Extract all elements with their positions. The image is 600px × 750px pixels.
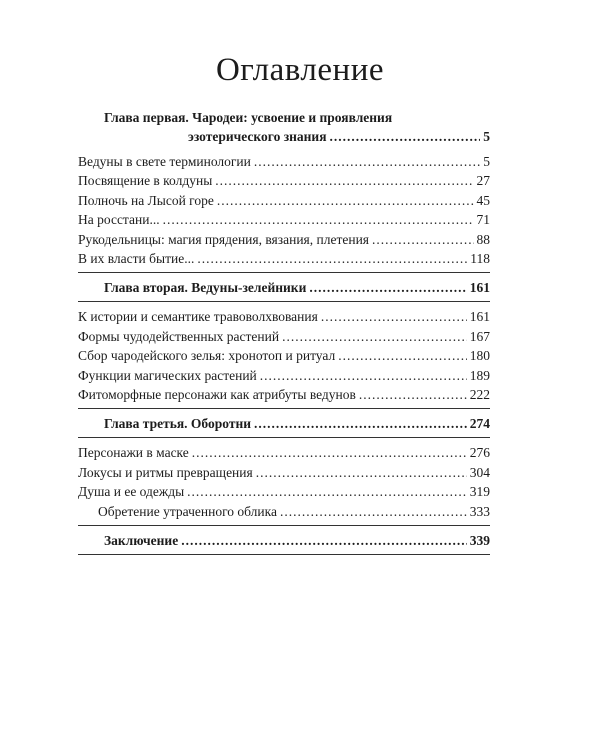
entry-title: Душа и ее одежды: [78, 484, 185, 500]
toc-entry[interactable]: [78, 366, 490, 385]
entry-page-number: 319: [469, 484, 490, 500]
chapter-title: Заключение: [104, 533, 179, 549]
chapter-heading[interactable]: [104, 414, 490, 433]
leader-dots: [282, 327, 467, 346]
entry-title: Сбор чародейского зелья: хронотоп и ритуал: [78, 348, 336, 364]
entry-page-number: 5: [483, 154, 490, 169]
toc-entry[interactable]: [78, 230, 490, 249]
leader-dots: [330, 127, 481, 146]
entry-title: Посвящение в колдуны: [78, 173, 213, 189]
toc-entry[interactable]: [78, 463, 490, 482]
chapter-page-number: 161: [469, 280, 490, 296]
leader-dots: [321, 307, 467, 326]
entry-title: Формы чудодейственных растений: [78, 328, 280, 344]
toc-entry[interactable]: [78, 443, 490, 462]
toc-entry[interactable]: [78, 171, 490, 190]
toc-entry[interactable]: [78, 502, 490, 521]
entry-page-number: 118: [470, 251, 490, 267]
divider: [78, 408, 490, 409]
entry-title: Фитоморфные персонажи как атрибуты ведунов: [78, 387, 356, 403]
divider: [78, 272, 490, 273]
entry-title: К истории и семантике травоволхвования: [78, 309, 318, 325]
toc-entry[interactable]: [78, 482, 490, 501]
entry-title: Функции магических растений: [78, 367, 257, 383]
leader-dots: [217, 191, 474, 210]
entry-page-number: 88: [476, 231, 490, 247]
divider: [78, 554, 490, 555]
leader-dots: [359, 385, 467, 404]
entry-page-number: 304: [469, 464, 490, 480]
leader-dots: [254, 152, 480, 171]
leader-dots: [338, 346, 467, 365]
toc-entry[interactable]: [78, 327, 490, 346]
leader-dots: [256, 463, 467, 482]
toc-entry[interactable]: [78, 152, 490, 171]
entry-page-number: 333: [469, 503, 490, 519]
entry-title: Обретение утраченного облика: [98, 503, 277, 519]
entry-page-number: 189: [469, 367, 490, 383]
divider: [78, 437, 490, 438]
entry-title: В их власти бытие...: [78, 251, 195, 267]
chapter-heading[interactable]: [104, 278, 490, 297]
leader-dots: [181, 531, 467, 550]
toc-entry[interactable]: [78, 249, 490, 268]
entry-title: Персонажи в маске: [78, 445, 189, 461]
chapter-page-number: 274: [469, 416, 490, 432]
chapter-title-continued: эзотерического знания: [188, 129, 327, 144]
leader-dots: [163, 210, 474, 229]
leader-dots: [192, 443, 467, 462]
conclusion-heading[interactable]: [104, 531, 490, 550]
entry-title: На росстани...: [78, 212, 160, 228]
toc-entry[interactable]: [78, 385, 490, 404]
entry-page-number: 27: [476, 173, 490, 189]
leader-dots: [215, 171, 473, 190]
entry-page-number: 222: [469, 387, 490, 403]
leader-dots: [254, 414, 467, 433]
divider: [78, 301, 490, 302]
leader-dots: [187, 482, 467, 501]
leader-dots: [260, 366, 467, 385]
entry-page-number: 167: [469, 328, 490, 344]
toc-entry[interactable]: [78, 307, 490, 326]
leader-dots: [280, 502, 467, 521]
entry-title: Ведуны в свете терминологии: [78, 154, 251, 169]
toc-entry[interactable]: [78, 210, 490, 229]
entry-page-number: 71: [476, 212, 490, 228]
entry-title: Рукодельницы: магия прядения, вязания, плетения: [78, 231, 370, 247]
entry-page-number: 276: [469, 445, 490, 461]
entry-page-number: 180: [469, 348, 490, 364]
toc-entry[interactable]: [78, 191, 490, 210]
leader-dots: [309, 278, 466, 297]
chapter-page-number: 339: [469, 533, 490, 549]
entry-title: Локусы и ритмы превращения: [78, 464, 253, 480]
entry-page-number: 161: [469, 309, 490, 325]
toc-entry[interactable]: [78, 346, 490, 365]
leader-dots: [372, 230, 473, 249]
chapter-page-number: 5: [483, 129, 490, 144]
divider: [78, 525, 490, 526]
chapter-title: Глава третья. Оборотни: [104, 416, 252, 432]
chapter-title: Глава первая. Чародеи: усвоение и проявления: [104, 110, 393, 125]
entry-page-number: 45: [476, 192, 490, 208]
leader-dots: [197, 249, 467, 268]
page-title: Оглавление: [215, 52, 385, 88]
chapter-heading[interactable]: [104, 108, 490, 146]
chapter-title: Глава вторая. Ведуны-зелейники: [104, 280, 307, 296]
table-of-contents: [78, 108, 490, 560]
entry-title: Полночь на Лысой горе: [78, 192, 214, 208]
